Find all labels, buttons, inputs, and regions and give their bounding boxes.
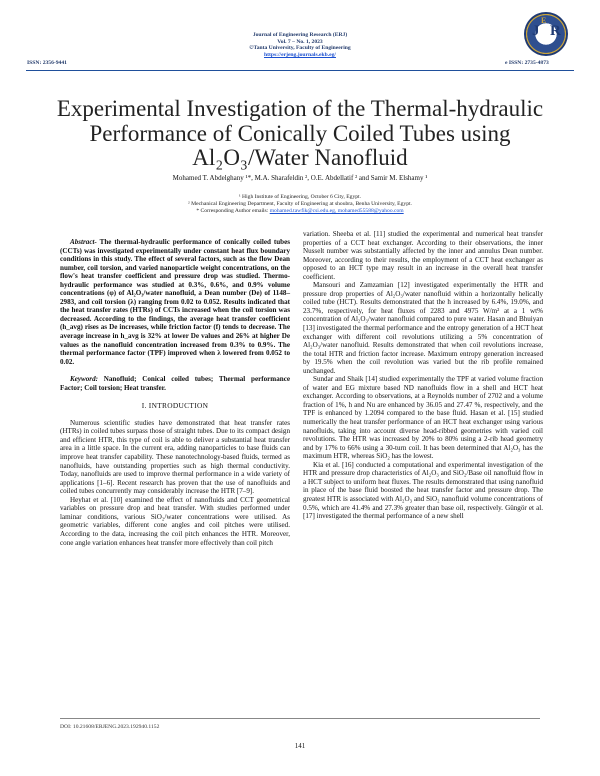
right-column [303, 230, 543, 521]
journal-logo [524, 12, 568, 56]
abstract [60, 238, 290, 366]
doi: DOI: 10.21608/ERJENG.2023.192940.1152 [60, 724, 160, 730]
affiliation-2: ² Mechanical Engineering Department, Faculty of Engineering at shoubra, Benha University, Egypt. [188, 201, 412, 207]
intro-paragraph-2: Heyhat et al. [10] examined the effect of nanofluids and CCT geometrical variables on pressure drop and heat transfer. With studies performed under laminar conditions, various SiO₂/water concentrations were utilised. As geometric variables, different cone angles and coil pitches were utilised. According to the data, increasing the coil pitch enhances the HTR. Moreover, cone angle variation enhances heat transfer more effectively than coil pitch [60, 495, 290, 547]
abstract-text: The thermal-hydraulic performance of conically coiled tubes (CCTs) was investigated experimentally under constant heat flux boundary conditions in this study. The effect of several factors, such as the flow Dean number, coil torsion, and varied nanoparticle weight concentrations, on the flow's heat transfer coefficient and pressure drop was studied. Thermo-hydraulic performance was studied at 0.3%, 0.6%, and 0.9% volume concentrations (φ) of Al₂O₃/water nanofluid, a Dean number (De) of 1148–2983, and coil torsion (λ) ranging from 0.02 to 0.052. Results indicated that the heat transfer rates (HTRs) of CCTs increased when the coil torsion was decreased. According to the findings, the average heat transfer coefficient (h_avg) rises as De increases, while friction factor (f) tends to decrease. The average increase in h_avg is 32% at lower De values and 26% at higher De values as the nanofluid concentration increased from 0.3% to 0.9%. The thermal performance factor (TPF) improved when λ lowered from 0.052 to 0.02. [60, 238, 290, 366]
keywords-text: Nanofluid; Conical coiled tubes; Thermal performance Factor; Coil torsion; Heat transfer. [60, 375, 290, 392]
issn-print: ISSN: 2356-9441 [27, 60, 67, 66]
corresponding-label: * Corresponding Author emails: [196, 208, 270, 214]
journal-header [150, 32, 450, 58]
keywords-label: Keyword: [70, 375, 98, 384]
right-paragraph-4: Kia et al. [16] conducted a computational and experimental investigation of the HTR and pressure drop characteristics of Al₂O₃ and SiO₂/Base oil nanofluid flow in a HCT subject to uniform heat fluxes. The results demonstrated that using nanofluid in place of the base fluid boosted the heat transfer factor and pressure drop. The greatest HTR is associated with Al₂O₃ and SiO₂ nanofluid volume concentrations of 0.5%, which are 41.4% and 27.3% greater than base oil, respectively. Güngör et al. [17] investigated the thermal performance of a new shell [303, 460, 543, 521]
keywords [60, 375, 290, 392]
journal-university: ©Tanta University, Faculty of Engineering [249, 45, 351, 52]
title-line-2: Performance of Conically Coiled Tubes using [89, 120, 511, 146]
right-paragraph-1: variation. Sheeba et al. [11] studied the experimental and numerical heat transfer properties of a CCT heat exchanger. According to their observations, the inner Nusselt number was substantially affected by the inner and annulus Dean number. Moreover, according to their results, the employment of a CCT heat exchanger as opposed to an HCT type may result in an increase in the overall heat transfer coefficient. [303, 230, 543, 281]
section-heading-introduction: I. INTRODUCTION [141, 401, 209, 411]
affiliation-corresponding [60, 208, 540, 215]
authors: Mohamed T. Abdelghany ¹*, M.A. Sharafeldin ², O.E. Abdellatif ² and Samir M. Elshamy ¹ [172, 174, 428, 182]
journal-url-link[interactable]: https://erjeng.journals.ekb.eg/ [264, 51, 336, 58]
affiliation-1: ¹ High Institute of Engineering, October 6 City, Egypt. [238, 194, 362, 200]
abstract-label: Abstract- [70, 238, 97, 246]
journal-volume: Vol. 7 – No. 1, 2023 [277, 38, 323, 45]
right-paragraph-2: Mansouri and Zamzamian [12] investigated experimentally the HTR and pressure drop properties of Al₂O₃/water nanofluid within a horizontally helically coiled tube (HCT). Results demonstrated that the h increased by 6.4%, 19.0%, and 23.7%, respectively, for heat fluxes of 2283 and 4975 W/m² at a 1 wt% concentration of Al₂O₃/water nanofluid compared to pure water. Hasan and Bhuiyan [13] investigated the thermal performance and the entropy generation of a HCT heat exchanger with different coil revolutions utilizing a 5% concentration of Al₂O₃/water nanofluid. Results demonstrated that when coil revolutions increase, the total HTR and friction factor increase. Maximum entropy generation increased by 19.5% when the coil revolution was varied but the rib profile remained unchanged. [303, 281, 543, 375]
email-links[interactable]: mohamed.tawfik@csi.edu.eg, mohamed55588@yahoo.com [269, 208, 404, 214]
footer-rule [60, 718, 540, 719]
intro-paragraph-1: Numerous scientific studies have demonstrated that heat transfer rates (HTRs) in coiled tubes surpass those of straight tubes. Due to its compact design and efficient HTR, this type of coil is able to deliver a substantial heat transfer area in a little space. In the current era, adding nanoparticles to base fluids can improve heat transfer capability. These nanotechnology-based fluids, termed as nanofluids, have outstanding properties such as high thermal conductivity. Today, nanofluids are used to improve thermal performance in a wide variety of applications [1–6]. Recent research has proven that the use of nanofluids and coiled tubes concurrently may considerably increase the HTR [7–9]. [60, 418, 290, 496]
title-line-1: Experimental Investigation of the Thermal-hydraulic [56, 96, 544, 121]
page-number: 141 [294, 742, 306, 750]
journal-name: Journal of Engineering Research (ERJ) [252, 32, 348, 38]
logo-letter-j: J [532, 23, 540, 39]
paper-title [30, 97, 570, 171]
title-line-3: Al₂O₃/Water Nanofluid [192, 145, 408, 170]
logo-letter-r: R [550, 23, 561, 39]
header-rule [26, 70, 574, 71]
logo-letter-e: E [541, 16, 547, 25]
affiliations [60, 194, 540, 215]
issn-online: e ISSN: 2735-4873 [505, 60, 549, 66]
left-column [60, 238, 290, 547]
right-paragraph-3: Sundar and Shaik [14] studied experimentally the TPF at varied volume fraction of water and EG mixture based ND nanofluids flow in a shell and HCT heat exchanger. According to observations, at a Reynolds number of 2702 and a volume fraction of 1%, h and Nu are enhanced by 36.05 and 27.47 %, respectively, and the TPF is enhanced by 1.2094 compared to the base fluid. Hasan et al. [15] studied numerically the heat transfer performance of an HCT heat exchanger using various nanofluids, taking into account diverse head-ribbed geometries with varied coil revolutions. The HTR was increased by 20% to 80% using a 2-rib head geometry and by 17% to 66% using a 30-turn coil. It has been determined that Al₂O₃ has the maximum HTR, whereas SiO₂ has the lowest. [303, 375, 543, 461]
